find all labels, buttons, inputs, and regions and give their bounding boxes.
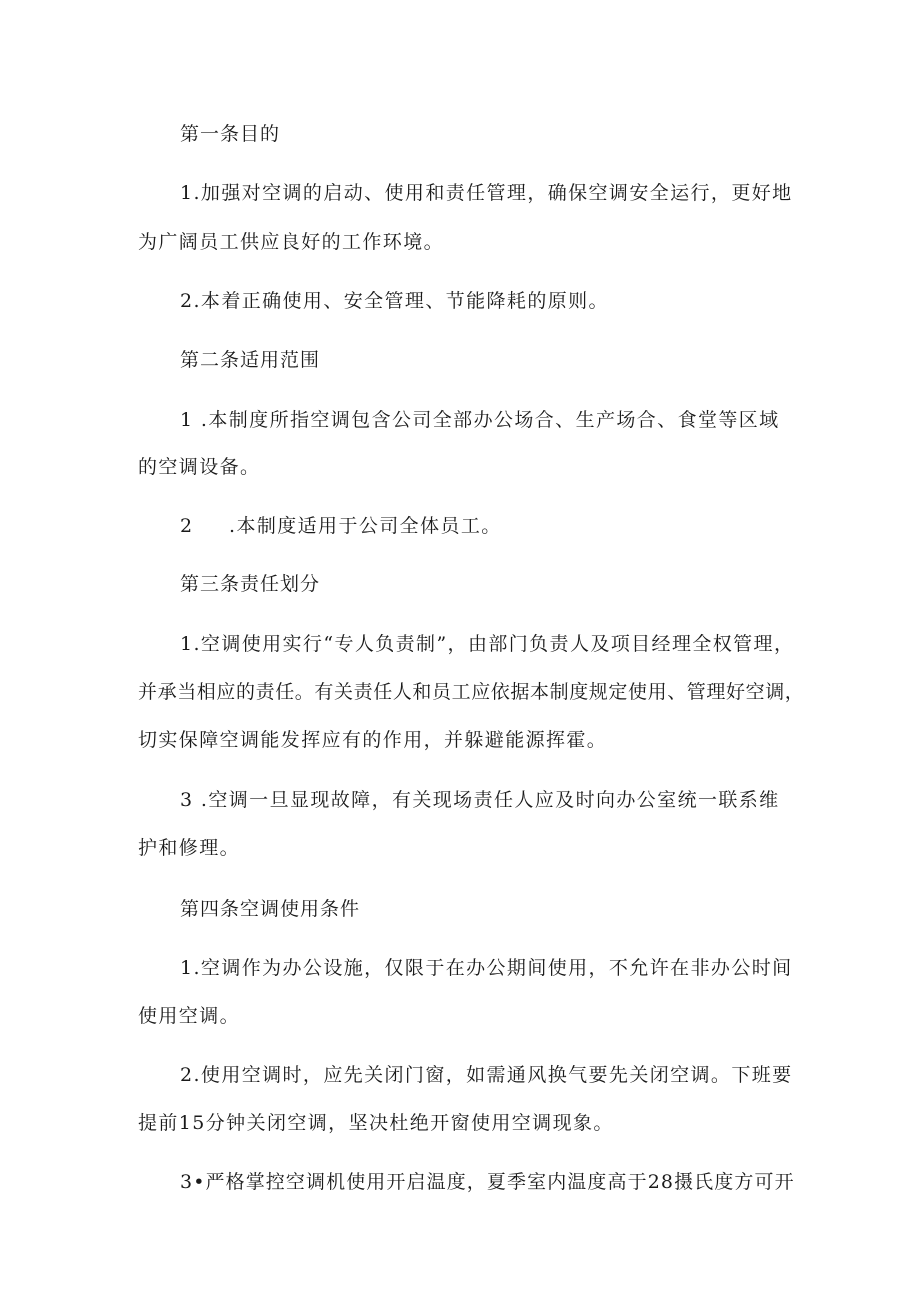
article4-item1-line2: 使用空调。 [138,1005,241,1027]
article3-item1-line1: 1.空调使用实行“专人负责制”，由部门负责人及项目经理全权管理， [180,633,795,655]
article3-item1-line2: 并承当相应的责任。有关责任人和员工应依据本制度规定使用、管理好空调， [138,681,805,703]
article4-item3-line1: 3•严格掌控空调机使用开启温度，夏季室内温度高于28摄氏度方可开 [180,1171,795,1193]
article2-heading: 第二条适用范围 [180,349,321,371]
article2-item1-line2: 的空调设备。 [138,456,261,478]
article2-item2-text: .本制度适用于公司全体员工。 [229,515,502,537]
article3-item3-line2: 护和修理。 [138,837,241,859]
article3-item3-line1: 3 .空调一旦显现故障，有关现场责任人应及时向办公室统一联系维 [180,789,780,811]
article4-item2-line2: 提前15分钟关闭空调，坚决杜绝开窗使用空调现象。 [138,1112,614,1134]
article4-heading: 第四条空调使用条件 [180,898,361,920]
article3-heading: 第三条责任划分 [180,573,321,595]
article3-item1-line3: 切实保障空调能发挥应有的作用，并躲避能源挥霍。 [138,729,608,751]
article2-item1-line1: 1 .本制度所指空调包含公司全部办公场合、生产场合、食堂等区域 [180,409,780,431]
article4-item2-line1: 2.使用空调时，应先关闭门窗，如需通风换气要先关闭空调。下班要 [180,1064,793,1086]
article1-item1-line1: 1.加强对空调的启动、使用和责任管理，确保空调安全运行，更好地 [180,182,793,204]
article2-item2-number: 2 [180,515,194,537]
article1-heading: 第一条目的 [180,123,281,145]
article1-item2: 2.本着正确使用、安全管理、节能降耗的原则。 [180,290,609,312]
article4-item1-line1: 1.空调作为办公设施，仅限于在办公期间使用，不允许在非办公时间 [180,957,793,979]
article1-item1-line2: 为广阔员工供应良好的工作环境。 [138,231,445,253]
